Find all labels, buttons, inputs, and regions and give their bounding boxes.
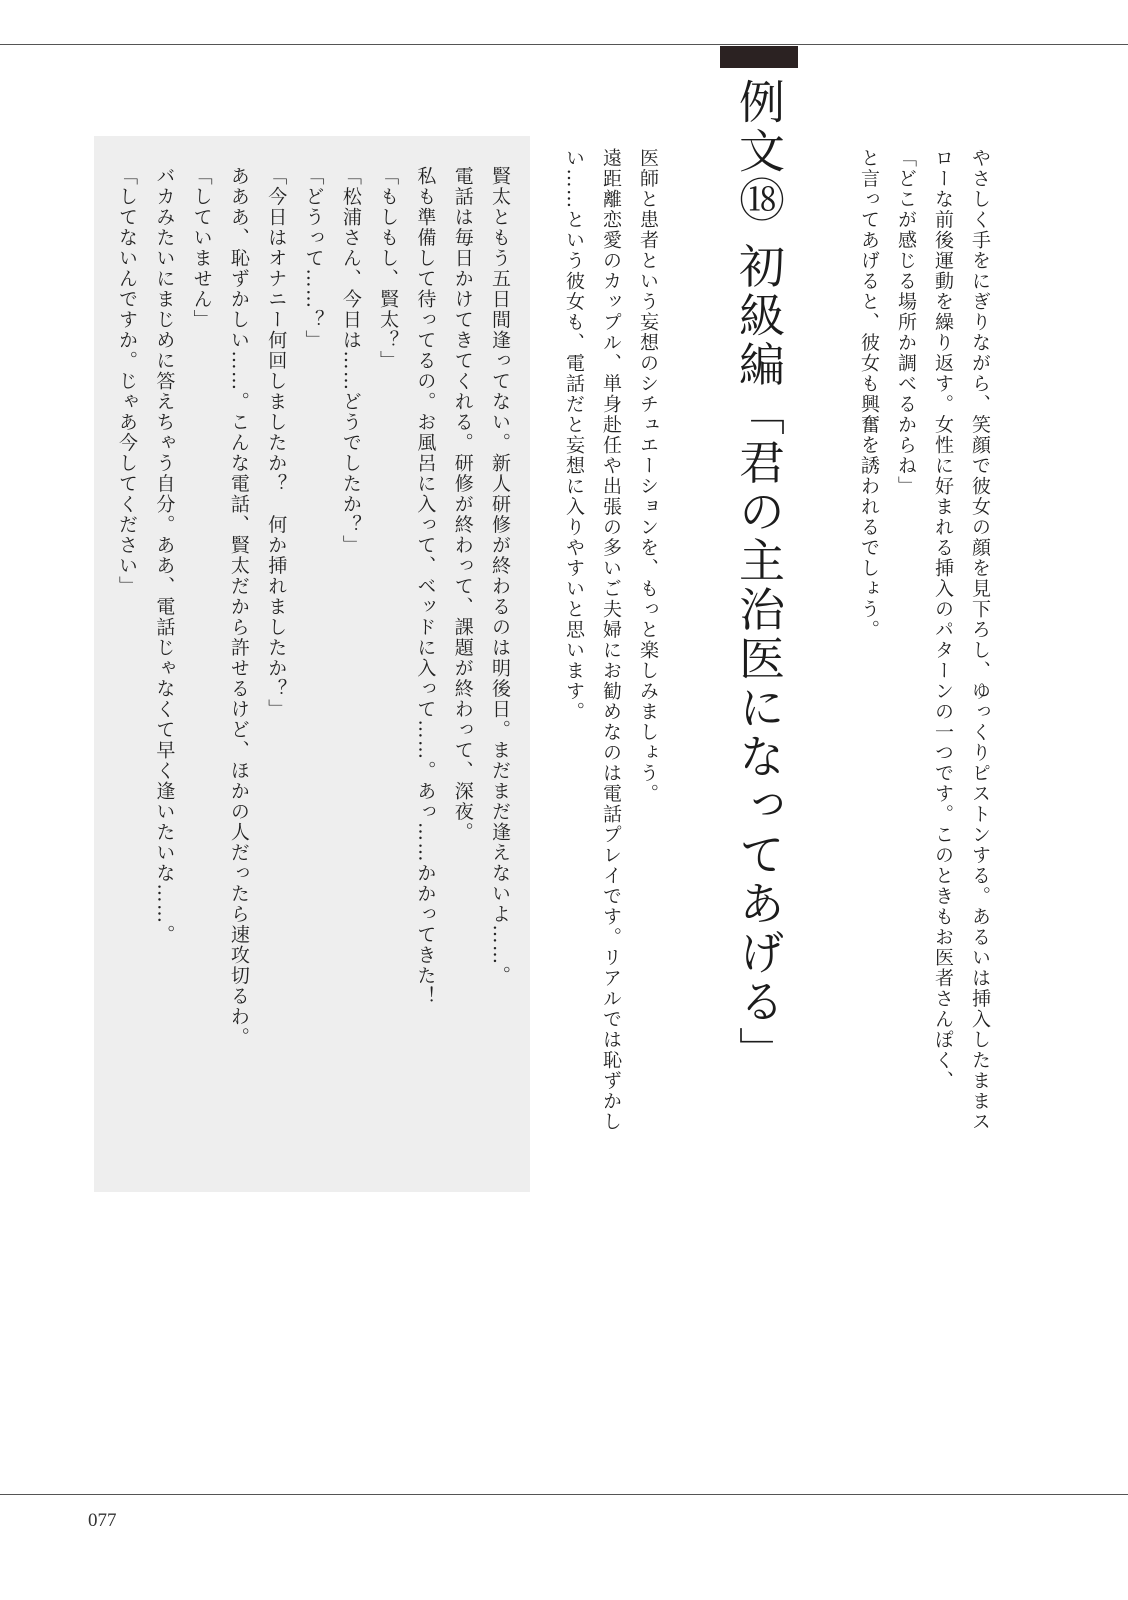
dialogue-line: あああ、恥ずかしい……。こんな電話、賢太だから許せるけど、ほかの人だったら速攻切るわ。	[227, 166, 250, 1048]
text-line: と言ってあげると、彼女も興奮を誘われるでしょう。	[858, 148, 880, 640]
dialogue-line: 「もしもし、賢太？」	[377, 166, 400, 371]
dialogue-line: 「今日はオナニー何回しましたか？ 何か挿れましたか？」	[265, 166, 288, 720]
dialogue-line: 「していません」	[190, 166, 213, 330]
intro-text	[848, 148, 998, 1198]
text-line: い……という彼女も、電話だと妄想に入りやすいと思います。	[563, 148, 585, 722]
dialogue-line: 私も準備して待ってるの。お風呂に入って、ベッドに入って……。あっ……かかってきた！	[414, 166, 437, 1007]
dialogue-line: 電話は毎日かけてきてくれる。研修が終わって、課題が終わって、深夜。	[451, 166, 474, 843]
text-line: やさしく手をにぎりながら、笑顔で彼女の顔を見下ろし、ゆっくりピストンする。あるいは挿入したままス	[969, 148, 991, 1132]
dialogue-line: 「松浦さん、今日は……どうでしたか？」	[339, 166, 362, 556]
dialogue-line: 賢太ともう五日間逢ってない。新人研修が終わるのは明後日。まだまだ逢えないよ……。	[489, 166, 511, 986]
text-line: 「どこが感じる場所か調べるからね」	[895, 148, 917, 497]
section-label-bar	[720, 46, 798, 68]
dialogue-line: 「してないんですか。じゃあ今してください」	[116, 166, 139, 597]
page-number: 077	[88, 1510, 117, 1531]
text-line: 医師と患者という妄想のシチュエーションを、もっと楽しみましょう。	[637, 148, 659, 804]
text-line: ローな前後運動を繰り返す。女性に好まれる挿入のパターンの一つです。このときもお医者さんぽく、	[932, 148, 954, 1091]
example-dialogue-text	[106, 166, 518, 1176]
bottom-rule	[0, 1494, 1128, 1495]
page-heading: 例文⑱ 初級編「君の主治医になってあげる」	[732, 78, 786, 1076]
dialogue-line: 「どうって……？」	[302, 166, 325, 351]
body-text	[548, 148, 666, 1208]
top-rule	[0, 44, 1128, 45]
dialogue-line: バカみたいにまじめに答えちゃう自分。ああ、電話じゃなくて早く逢いたいな……。	[153, 166, 176, 945]
text-line: 遠距離恋愛のカップル、単身赴任や出張の多いご夫婦にお勧めなのは電話プレイです。リアルでは恥ずかし	[600, 148, 622, 1132]
